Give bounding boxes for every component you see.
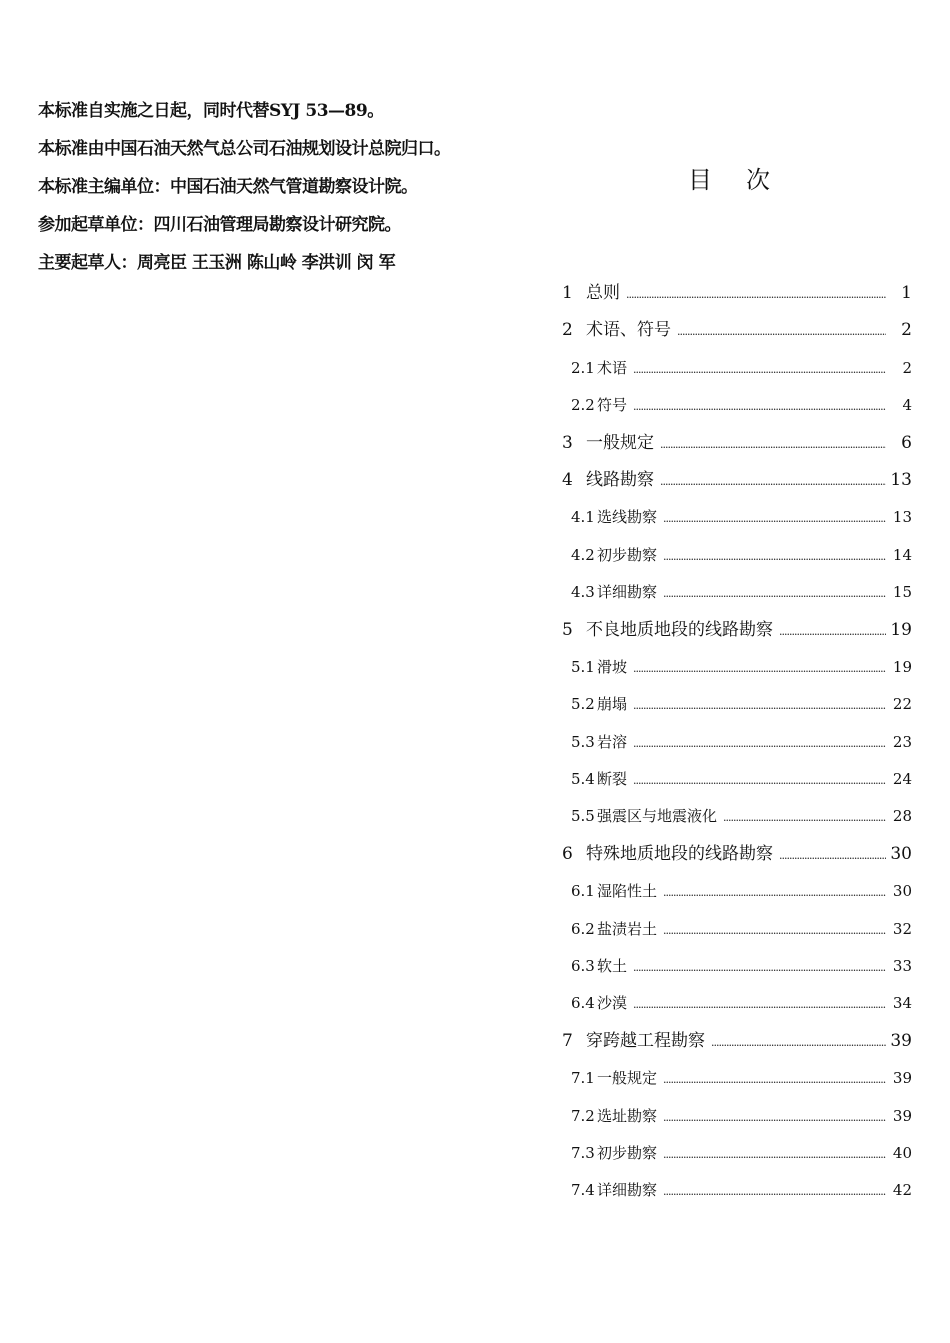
toc-entry-number: 6.2 — [571, 919, 595, 938]
toc-entry-number: 2 — [562, 320, 573, 341]
toc-entry-page: 40 — [892, 1143, 912, 1162]
toc-entry-page: 33 — [892, 957, 912, 976]
toc-entry-label: 符号 — [597, 396, 628, 415]
toc-dot-leader — [663, 500, 886, 537]
toc-entry-number: 6.4 — [571, 994, 595, 1013]
toc-entry[interactable] — [562, 686, 912, 723]
toc-dot-leader — [633, 986, 886, 1023]
toc-dot-leader — [711, 1024, 886, 1061]
toc-entry-label: 软土 — [597, 957, 628, 976]
toc-entry[interactable] — [562, 1060, 912, 1097]
toc-entry-number: 4.3 — [571, 583, 595, 602]
toc-title: 目次 — [688, 166, 804, 194]
toc-entry-label: 选址勘察 — [597, 1106, 658, 1125]
toc-entry-label: 滑坡 — [597, 657, 628, 676]
toc-dot-leader — [660, 426, 886, 463]
toc-entry-label: 岩溶 — [597, 732, 628, 751]
toc-entry-label: 穿跨越工程勘察 — [586, 1030, 705, 1051]
toc-dot-leader — [723, 799, 886, 836]
toc-entry-page: 19 — [890, 619, 912, 640]
toc-dot-leader — [663, 874, 886, 911]
toc-entry[interactable] — [562, 1098, 912, 1135]
toc-entry-label: 详细勘察 — [597, 1181, 658, 1200]
toc-entry-page: 23 — [892, 732, 912, 751]
toc-entry-page: 2 — [901, 320, 912, 341]
toc-entry-label: 盐渍岩土 — [597, 919, 658, 938]
toc-entry[interactable] — [562, 873, 912, 910]
toc-entry-label: 术语、符号 — [586, 320, 671, 341]
toc-entry-number: 3 — [562, 432, 573, 453]
toc-entry-number: 7.1 — [571, 1069, 595, 1088]
toc-entry-number: 4 — [562, 469, 573, 490]
toc-entry-page: 13 — [892, 508, 912, 527]
toc-dot-leader — [660, 463, 886, 500]
toc-entry[interactable] — [562, 499, 912, 536]
toc-entry-label: 不良地质地段的线路勘察 — [586, 619, 773, 640]
toc-entry[interactable] — [562, 836, 912, 873]
toc-entry-number: 4.2 — [571, 545, 595, 564]
toc-dot-leader — [779, 837, 886, 874]
toc-entry-number: 6.3 — [571, 957, 595, 976]
toc-dot-leader — [663, 1099, 886, 1136]
toc-entry[interactable] — [562, 425, 912, 462]
toc-entry-page: 15 — [892, 583, 912, 602]
toc-entry-page: 14 — [892, 545, 912, 564]
toc-entry-page: 24 — [892, 770, 912, 789]
toc-entry-number: 5.2 — [571, 695, 595, 714]
preface-notes — [38, 92, 458, 282]
toc-entry-label: 详细勘察 — [597, 583, 658, 602]
toc-entry[interactable] — [562, 612, 912, 649]
toc-entry-label: 湿陷性土 — [597, 882, 658, 901]
participating-unit: 参加起草单位：四川石油管理局勘察设计研究院。 — [38, 215, 401, 235]
toc-entry-page: 30 — [890, 843, 912, 864]
toc-entry-number: 7 — [562, 1030, 573, 1051]
toc-dot-leader — [633, 351, 886, 388]
toc-entry[interactable] — [562, 948, 912, 985]
administering-body: 本标准由中国石油天然气总公司石油规划设计总院归口。 — [38, 139, 451, 159]
toc-entry-page: 42 — [892, 1181, 912, 1200]
toc-entry[interactable] — [562, 312, 912, 349]
toc-dot-leader — [633, 949, 886, 986]
toc-dot-leader — [633, 687, 886, 724]
toc-entry-label: 强震区与地震液化 — [597, 807, 718, 826]
chief-drafting-unit: 本标准主编单位：中国石油天然气管道勘察设计院。 — [38, 177, 418, 197]
toc-entry-number: 6.1 — [571, 882, 595, 901]
toc-dot-leader — [663, 1136, 886, 1173]
toc-entry-page: 19 — [892, 657, 912, 676]
toc-entry-label: 特殊地质地段的线路勘察 — [586, 843, 773, 864]
toc-dot-leader — [663, 1173, 886, 1210]
toc-entry[interactable] — [562, 1172, 912, 1209]
toc-entry-label: 一般规定 — [597, 1069, 658, 1088]
toc-entry-page: 39 — [890, 1030, 912, 1051]
supersede-note: 本标准自实施之日起，同时代替SYJ 53—89。 — [38, 101, 384, 121]
toc-entry-page: 30 — [892, 882, 912, 901]
toc-entry-page: 22 — [892, 695, 912, 714]
toc-entry-number: 6 — [562, 843, 573, 864]
toc-entry-page: 4 — [902, 396, 912, 415]
toc-entry-number: 5 — [562, 619, 573, 640]
toc-entry-number: 7.4 — [571, 1181, 595, 1200]
toc-entry[interactable] — [562, 1023, 912, 1060]
toc-entry-number: 5.5 — [571, 807, 595, 826]
toc-entry-number: 7.2 — [571, 1106, 595, 1125]
table-of-contents — [562, 275, 912, 1210]
toc-dot-leader — [626, 276, 886, 313]
toc-entry-page: 28 — [892, 807, 912, 826]
toc-entry-label: 一般规定 — [586, 432, 654, 453]
toc-entry-page: 1 — [901, 283, 912, 303]
toc-entry-page: 39 — [892, 1069, 912, 1088]
toc-entry-number: 7.3 — [571, 1143, 595, 1162]
toc-dot-leader — [677, 313, 886, 350]
toc-entry[interactable] — [562, 798, 912, 835]
toc-entry-label: 选线勘察 — [597, 508, 658, 527]
toc-entry-page: 39 — [892, 1106, 912, 1125]
toc-entry[interactable] — [562, 1135, 912, 1172]
toc-dot-leader — [663, 912, 886, 949]
toc-entry[interactable] — [562, 574, 912, 611]
toc-entry-number: 5.1 — [571, 657, 595, 676]
toc-dot-leader — [633, 388, 886, 425]
toc-entry[interactable] — [562, 350, 912, 387]
toc-entry-page: 13 — [890, 469, 912, 490]
toc-dot-leader — [779, 613, 886, 650]
toc-entry-label: 总则 — [586, 283, 620, 303]
toc-entry-label: 线路勘察 — [586, 469, 654, 490]
toc-entry[interactable] — [562, 911, 912, 948]
toc-dot-leader — [633, 650, 886, 687]
toc-entry-number: 1 — [562, 283, 573, 303]
toc-entry-label: 初步勘察 — [597, 1143, 658, 1162]
toc-entry-label: 术语 — [597, 358, 628, 377]
toc-entry[interactable] — [562, 724, 912, 761]
toc-entry-number: 5.3 — [571, 732, 595, 751]
toc-entry-label: 断裂 — [597, 770, 628, 789]
toc-entry-page: 32 — [892, 919, 912, 938]
toc-entry-page: 2 — [902, 358, 912, 377]
toc-entry[interactable] — [562, 387, 912, 424]
toc-entry[interactable] — [562, 537, 912, 574]
toc-entry[interactable] — [562, 275, 912, 312]
main-drafters: 主要起草人：周亮臣 王玉洲 陈山岭 李洪训 闵 军 — [38, 253, 396, 273]
toc-entry[interactable] — [562, 649, 912, 686]
toc-entry-label: 崩塌 — [597, 695, 628, 714]
toc-entry[interactable] — [562, 761, 912, 798]
toc-entry[interactable] — [562, 462, 912, 499]
toc-dot-leader — [663, 575, 886, 612]
toc-dot-leader — [633, 762, 886, 799]
toc-dot-leader — [663, 538, 886, 575]
toc-dot-leader — [633, 725, 886, 762]
toc-entry-number: 4.1 — [571, 508, 595, 527]
toc-entry-label: 初步勘察 — [597, 545, 658, 564]
toc-entry-page: 34 — [892, 994, 912, 1013]
toc-entry-page: 6 — [901, 432, 912, 453]
toc-entry-number: 5.4 — [571, 770, 595, 789]
toc-entry-number: 2.1 — [571, 358, 595, 377]
toc-dot-leader — [663, 1061, 886, 1098]
toc-entry[interactable] — [562, 985, 912, 1022]
toc-entry-label: 沙漠 — [597, 994, 628, 1013]
toc-entry-number: 2.2 — [571, 396, 595, 415]
